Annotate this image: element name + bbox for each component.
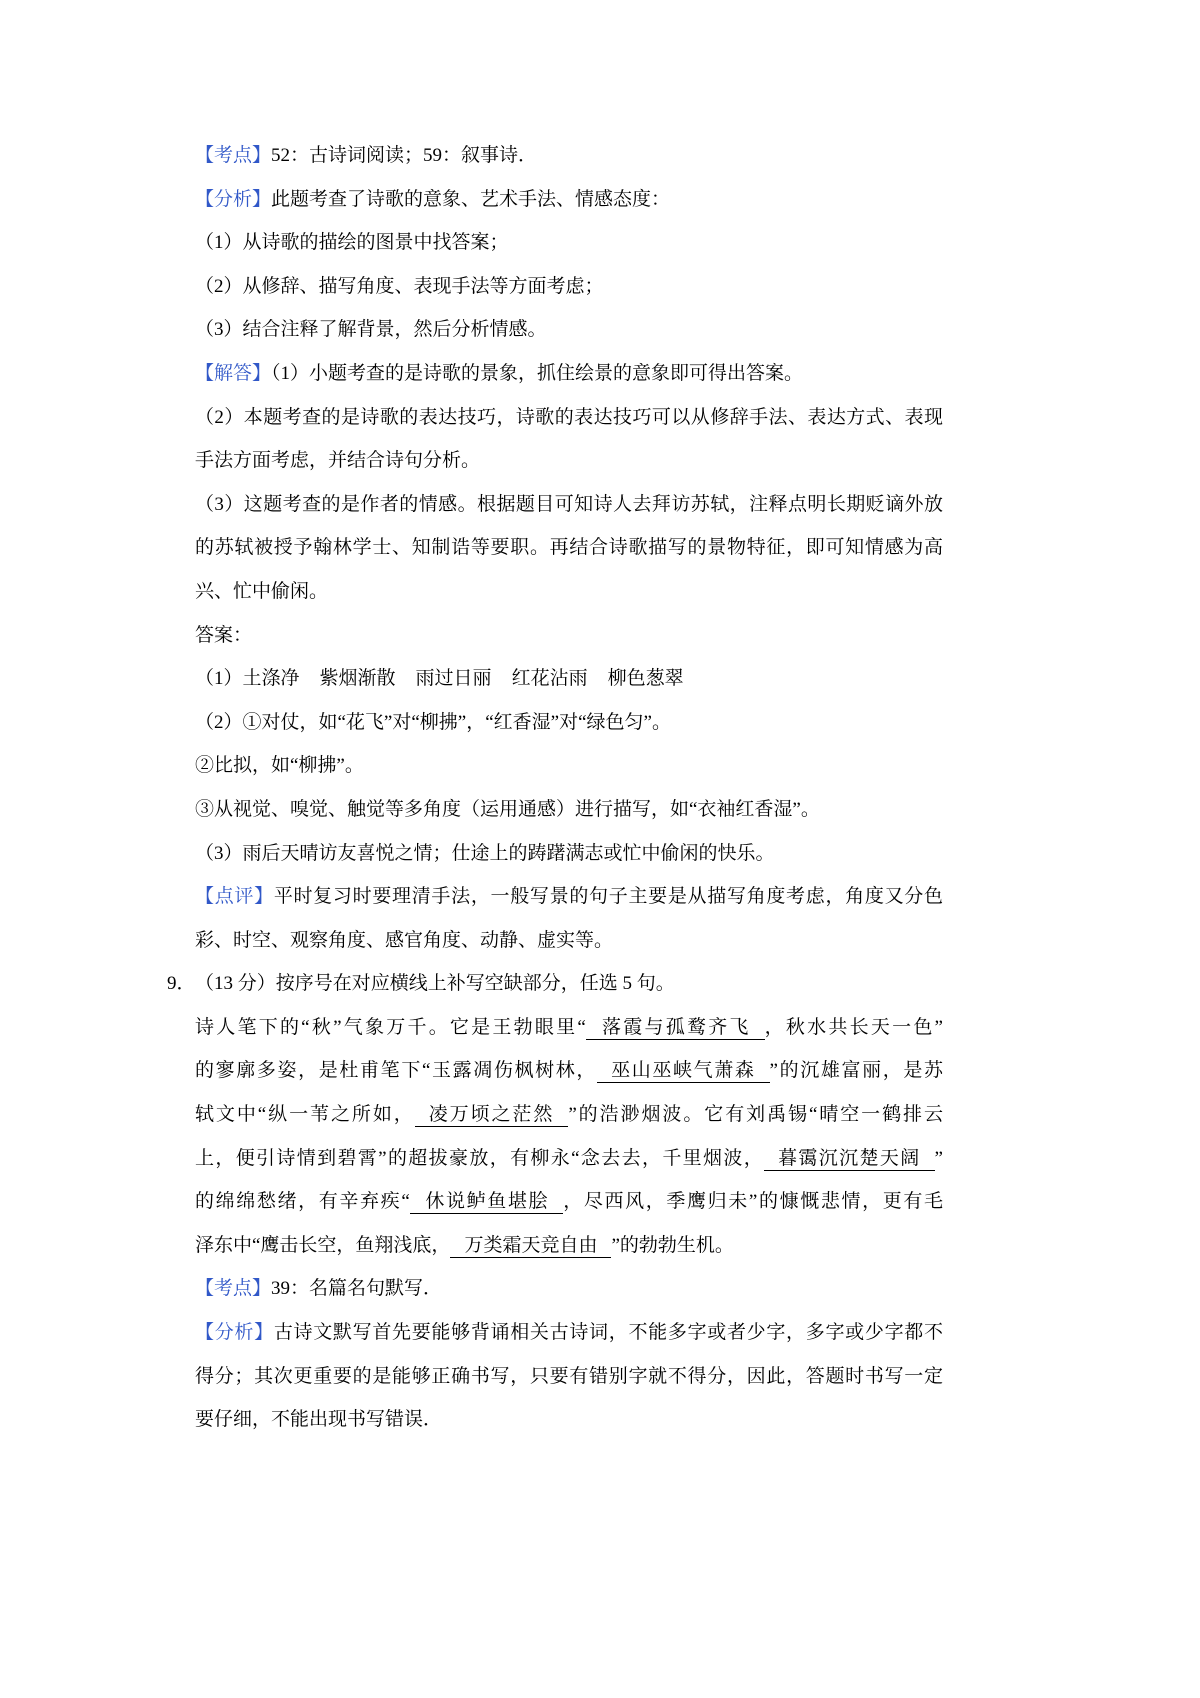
fenxi-line — [195, 178, 943, 222]
q9-kaodian-line — [195, 1267, 943, 1311]
question-number: 9． — [167, 973, 196, 995]
answer-line — [195, 657, 943, 701]
fenxi-text: 此题考查了诗歌的意象、艺术手法、情感态度： — [271, 188, 671, 210]
answer-item: 雨过日丽 — [415, 668, 492, 690]
answer-item: 紫烟渐散 — [319, 668, 396, 690]
dianping-line — [195, 875, 943, 919]
blank-answer: 暮霭沉沉楚天阔 — [764, 1148, 934, 1171]
q9-fenxi-text-line: 要仔细，不能出现书写错误． — [195, 1409, 443, 1431]
fenxi-label: 【分析】 — [195, 1322, 274, 1344]
question-9 — [167, 962, 944, 1442]
kaodian-text: 39：名篇名句默写． — [271, 1278, 443, 1300]
answer-item: 柳色葱翠 — [607, 668, 684, 690]
answer-number: （1） — [195, 668, 243, 690]
passage-line — [195, 1093, 943, 1137]
document-body — [167, 134, 944, 1442]
passage-line — [195, 1224, 943, 1268]
passage-text: 的绵绵愁绪，有辛弃疾“ — [195, 1191, 410, 1213]
answer-line: ③从视觉、嗅觉、触觉等多角度（运用通感）进行描写，如“衣袖红香湿”。 — [195, 798, 820, 820]
passage-text: 诗人笔下的“秋”气象万千。它是王勃眼里“ — [195, 1016, 586, 1038]
dianping-label: 【点评】 — [195, 886, 274, 908]
q9-fenxi-text-line: 得分；其次更重要的是能够正确书写，只要有错别字就不得分，因此，答题时书写一定 — [195, 1365, 943, 1387]
blank-answer: 休说鲈鱼堪脍 — [410, 1191, 563, 1214]
fenxi-label: 【分析】 — [195, 188, 272, 210]
answer-heading: 答案： — [195, 624, 253, 646]
blank-answer: 巫山巫峡气萧森 — [597, 1060, 769, 1083]
dianping-text: 平时复习时要理清手法，一般写景的句子主要是从描写角度考虑，角度又分色 — [273, 886, 943, 908]
jieda-text: （1）小题考查的是诗歌的景象，抓住绘景的意象即可得出答案。 — [271, 362, 804, 384]
fenxi-point: （3）结合注释了解背景，然后分析情感。 — [195, 319, 547, 341]
passage-text: ”的勃勃生机。 — [611, 1234, 734, 1256]
kaodian-text: 52：古诗词阅读；59：叙事诗． — [271, 145, 538, 166]
question-prompt: （13 分）按序号在对应横线上补写空缺部分，任选 5 句。 — [195, 973, 675, 995]
jieda-text-line: 手法方面考虑，并结合诗句分析。 — [195, 450, 481, 472]
jieda-text-line: 兴、忙中偷闲。 — [195, 580, 329, 602]
passage-text: 的寥廓多姿，是杜甫笔下“玉露凋伤枫树林， — [195, 1060, 598, 1082]
answer-line: （2）①对仗，如“花飞”对“柳拂”，“红香湿”对“绿色匀”。 — [195, 711, 671, 733]
answer-item: 土涤净 — [242, 668, 300, 690]
jieda-text-line: （2）本题考查的是诗歌的表达技巧，诗歌的表达技巧可以从修辞手法、表达方式、表现 — [195, 406, 943, 428]
fenxi-point: （1）从诗歌的描绘的图景中找答案； — [195, 232, 509, 254]
passage-text: 上，便引诗情到碧霄”的超拔豪放，有柳永“念去去，千里烟波， — [195, 1147, 765, 1169]
passage-text: 轼文中“纵一苇之所如， — [195, 1104, 415, 1126]
jieda-text-line: （3）这题考查的是作者的情感。根据题目可知诗人去拜访苏轼，注释点明长期贬谪外放 — [195, 493, 943, 515]
q8-solution — [195, 134, 943, 962]
passage-text: ”的沉雄富丽，是苏 — [769, 1060, 944, 1082]
kaodian-label: 【考点】 — [195, 1278, 272, 1300]
passage-line — [195, 1049, 943, 1093]
fenxi-point: （2）从修辞、描写角度、表现手法等方面考虑； — [195, 275, 604, 297]
answer-line: ②比拟，如“柳拂”。 — [195, 755, 364, 777]
passage-line — [195, 1180, 943, 1224]
jieda-text-line: 的苏轼被授予翰林学士、知制诰等要职。再结合诗歌描写的景物特征，即可知情感为高 — [195, 537, 943, 559]
jieda-label: 【解答】 — [195, 362, 272, 384]
passage-text: ，尽西风，季鹰归未”的慷慨悲情，更有毛 — [563, 1191, 944, 1213]
passage-text: ” — [934, 1147, 943, 1169]
blank-answer: 凌万顷之茫然 — [415, 1104, 569, 1127]
question-9-header — [167, 962, 943, 1006]
passage-line — [195, 1006, 943, 1050]
kaodian-label: 【考点】 — [195, 145, 272, 166]
passage-line — [195, 1137, 943, 1181]
fenxi-text: 古诗文默写首先要能够背诵相关古诗词，不能多字或者少字，多字或少字都不 — [273, 1322, 943, 1344]
answer-line: （3）雨后天晴访友喜悦之情；仕途上的踌躇满志或忙中偷闲的快乐。 — [195, 842, 775, 864]
dianping-text-line: 彩、时空、观察角度、感官角度、动静、虚实等。 — [195, 929, 614, 951]
blank-answer: 落霞与孤鹜齐飞 — [586, 1017, 765, 1040]
passage-text: ”的浩渺烟波。它有刘禹锡“晴空一鹤排云 — [568, 1104, 943, 1126]
answer-item: 红花沾雨 — [511, 668, 588, 690]
passage-text: 泽东中“鹰击长空，鱼翔浅底， — [195, 1234, 451, 1256]
passage-text: ，秋水共长天一色” — [764, 1016, 943, 1038]
jieda-line — [195, 352, 943, 396]
blank-answer: 万类霜天竞自由 — [450, 1235, 611, 1258]
q9-fenxi-line — [195, 1311, 943, 1355]
kaodian-line — [195, 134, 943, 178]
